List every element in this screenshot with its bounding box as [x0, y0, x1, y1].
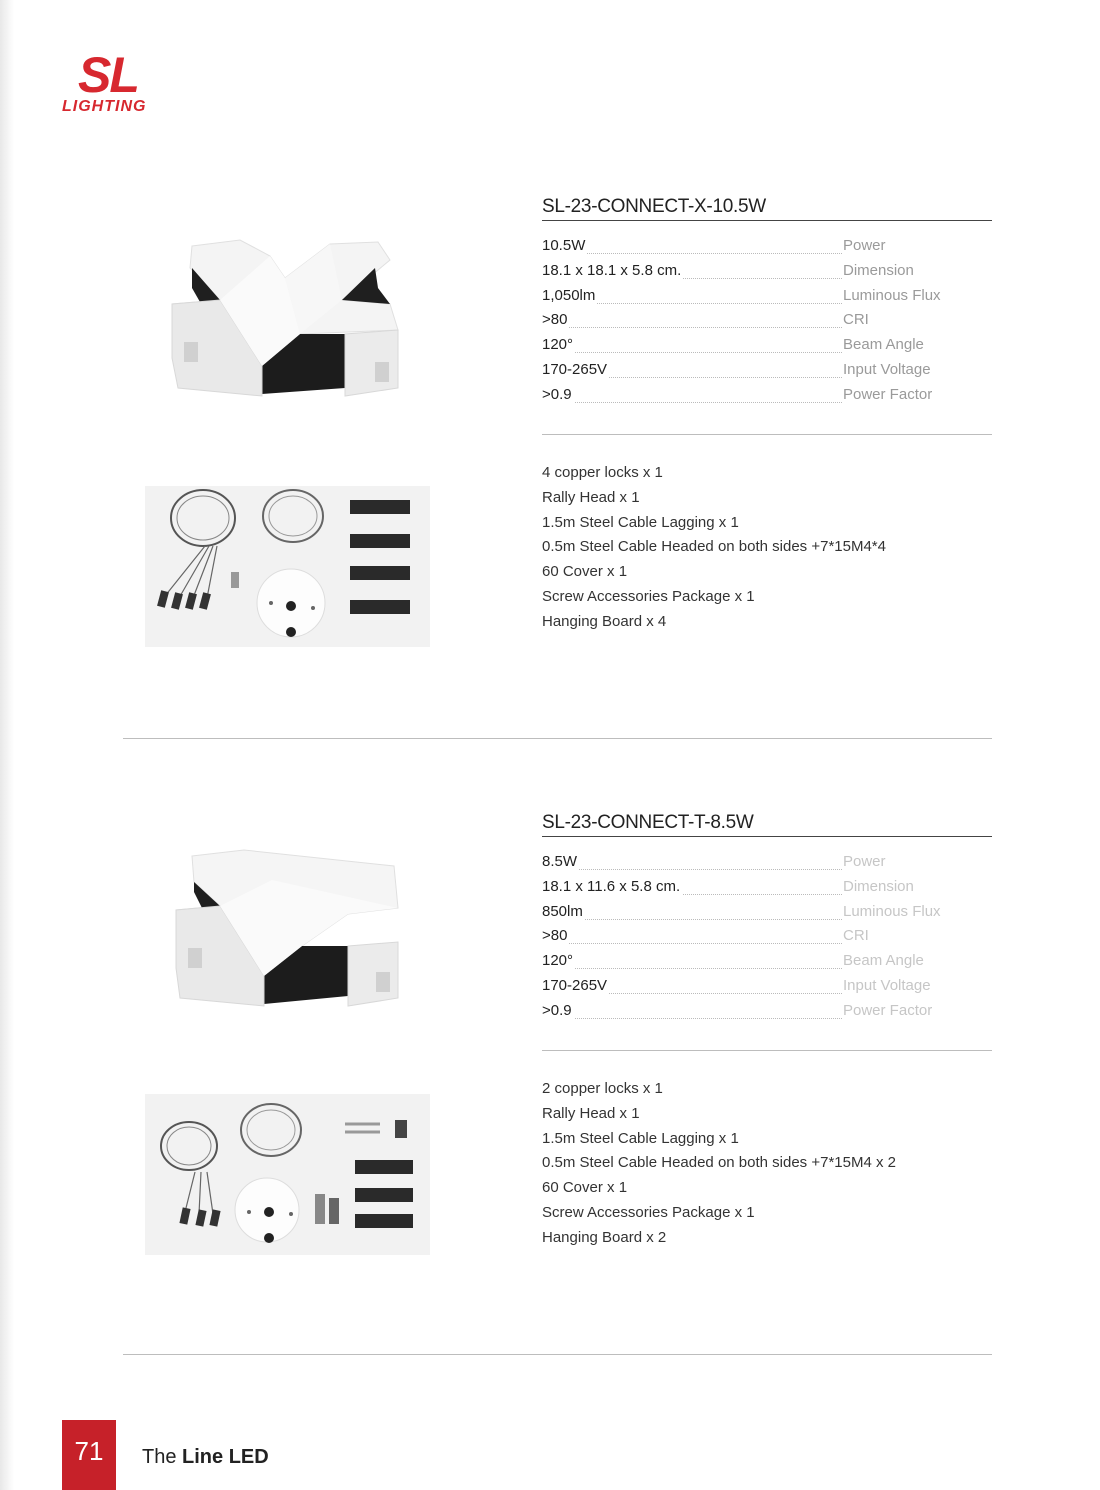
spec-label: Power	[843, 237, 886, 254]
spec-value: 850lm	[542, 902, 583, 920]
spec-label: CRI	[843, 927, 869, 945]
spec-row-dimension	[542, 261, 992, 286]
t-connector-product-image	[172, 848, 404, 1010]
spec-value: 18.1 x 11.6 x 5.8 cm.	[542, 877, 681, 895]
page-edge-shadow	[0, 0, 14, 1490]
accessory-item: Hanging Board x 4	[542, 612, 667, 630]
spec-row-power-factor	[542, 385, 992, 410]
spec-list	[542, 852, 992, 1026]
spec-row-power	[542, 852, 992, 877]
spec-row-beam-angle	[542, 951, 992, 976]
spec-value: >0.9	[542, 1001, 572, 1019]
product-model-title: SL-23-CONNECT-X-10.5W	[542, 196, 992, 221]
accessory-item: Hanging Board x 2	[542, 1228, 667, 1246]
spec-label: Beam Angle	[843, 952, 924, 970]
spec-label: Power Factor	[843, 385, 933, 403]
accessory-item: 60 Cover x 1	[542, 563, 628, 581]
spec-row-input-voltage	[542, 360, 992, 385]
logo-wordmark: LIGHTING	[62, 98, 147, 115]
spec-row-power-factor	[542, 1001, 992, 1026]
leader-dots	[542, 1018, 842, 1019]
catalog-section-title	[142, 1446, 269, 1469]
logo-mark: SL	[78, 47, 138, 103]
footer-title-prefix: The	[142, 1446, 177, 1468]
product-model-title: SL-23-CONNECT-T-8.5W	[542, 812, 992, 837]
spec-value: 170-265V	[542, 976, 608, 994]
leader-dots	[542, 402, 842, 403]
accessory-kit-image	[145, 486, 430, 647]
spec-row-cri	[542, 310, 992, 335]
spec-value: 10.5W	[542, 237, 586, 254]
accessory-list	[542, 464, 992, 638]
spec-divider	[542, 1050, 992, 1051]
accessory-kit-image	[145, 1094, 430, 1255]
spec-value: 120°	[542, 952, 574, 970]
page-number: 71	[62, 1420, 116, 1490]
spec-row-luminous-flux	[542, 902, 992, 927]
spec-row-power	[542, 236, 992, 261]
spec-list	[542, 236, 992, 410]
leader-dots	[542, 968, 842, 969]
spec-value: 120°	[542, 336, 574, 354]
accessory-item: Screw Accessories Package x 1	[542, 587, 755, 605]
spec-value: 170-265V	[542, 360, 608, 378]
leader-dots	[542, 943, 842, 944]
spec-label: Input Voltage	[843, 976, 931, 994]
spec-label: Power Factor	[843, 1001, 933, 1019]
leader-dots	[542, 352, 842, 353]
spec-value: >80	[542, 311, 568, 329]
spec-row-luminous-flux	[542, 286, 992, 311]
spec-label: Dimension	[843, 877, 914, 895]
footer-title-bold: Line LED	[182, 1446, 269, 1468]
accessory-item: 1.5m Steel Cable Lagging x 1	[542, 513, 739, 531]
spec-row-cri	[542, 926, 992, 951]
spec-label: Beam Angle	[843, 336, 924, 354]
spec-value: 1,050lm	[542, 286, 596, 304]
x-connector-product-image	[170, 238, 405, 400]
spec-row-dimension	[542, 877, 992, 902]
brand-logo	[58, 47, 178, 120]
accessory-item: 2 copper locks x 1	[542, 1080, 663, 1097]
spec-value: >0.9	[542, 385, 572, 403]
accessory-list	[542, 1080, 992, 1254]
accessory-item: 1.5m Steel Cable Lagging x 1	[542, 1129, 739, 1147]
accessory-item: Rally Head x 1	[542, 488, 640, 506]
accessory-item: 0.5m Steel Cable Headed on both sides +7*15M4*4	[542, 538, 886, 556]
leader-dots	[542, 869, 842, 870]
spec-label: Input Voltage	[843, 360, 931, 378]
spec-value: 18.1 x 18.1 x 5.8 cm.	[542, 261, 682, 279]
spec-value: >80	[542, 927, 568, 945]
accessory-item: 4 copper locks x 1	[542, 464, 663, 481]
spec-divider	[542, 434, 992, 435]
spec-row-beam-angle	[542, 335, 992, 360]
section-divider	[123, 738, 992, 739]
section-divider	[123, 1354, 992, 1355]
accessory-item: 60 Cover x 1	[542, 1179, 628, 1197]
accessory-item: Rally Head x 1	[542, 1104, 640, 1122]
spec-label: CRI	[843, 311, 869, 329]
spec-row-input-voltage	[542, 976, 992, 1001]
spec-label: Power	[843, 853, 886, 870]
accessory-item: Screw Accessories Package x 1	[542, 1203, 755, 1221]
accessory-item: 0.5m Steel Cable Headed on both sides +7*15M4 x 2	[542, 1154, 896, 1172]
leader-dots	[542, 327, 842, 328]
spec-value: 8.5W	[542, 853, 578, 870]
leader-dots	[542, 919, 842, 920]
spec-label: Luminous Flux	[843, 286, 941, 304]
spec-label: Luminous Flux	[843, 902, 941, 920]
spec-label: Dimension	[843, 261, 914, 279]
